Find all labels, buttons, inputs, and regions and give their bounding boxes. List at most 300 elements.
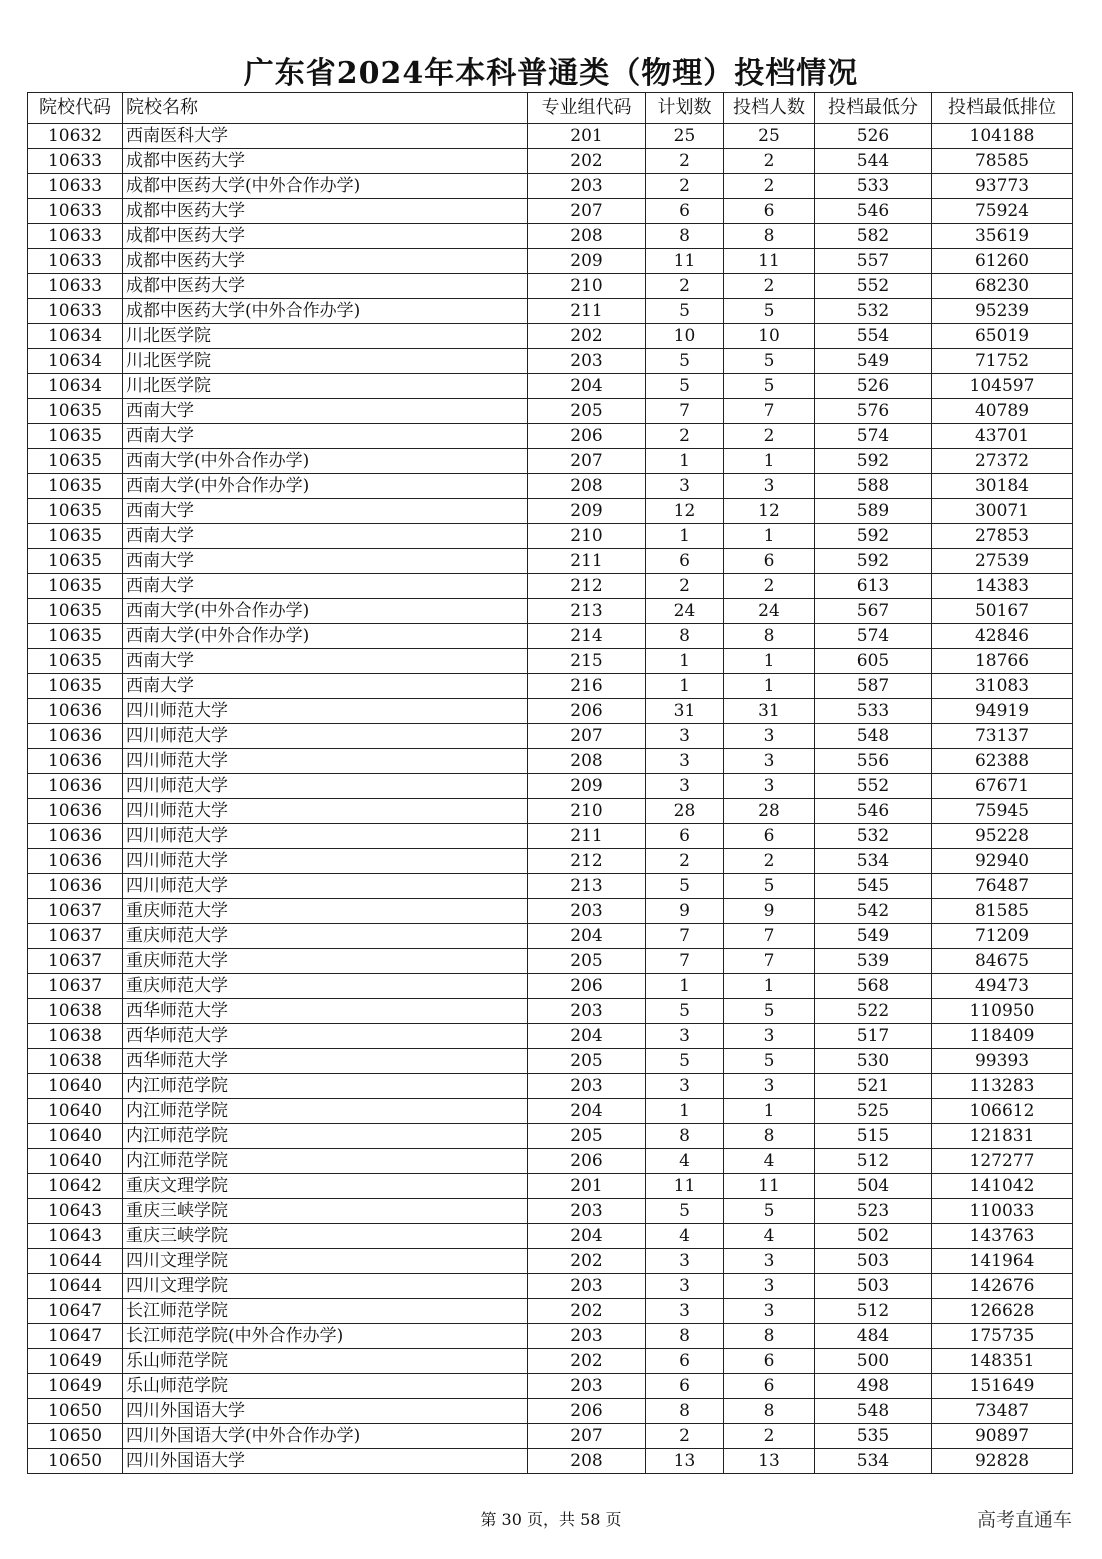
cell-plan-count: 2: [646, 849, 724, 874]
table-row: [28, 1424, 1073, 1449]
cell-admitted-count: 8: [724, 624, 815, 649]
cell-min-score: 549: [815, 924, 932, 949]
cell-group-code: 209: [528, 499, 646, 524]
cell-group-code: 203: [528, 1374, 646, 1399]
cell-min-rank: 75945: [932, 799, 1073, 824]
cell-group-code: 203: [528, 1199, 646, 1224]
cell-admitted-count: 1: [724, 974, 815, 999]
cell-group-code: 202: [528, 149, 646, 174]
cell-min-rank: 110950: [932, 999, 1073, 1024]
cell-group-code: 207: [528, 449, 646, 474]
cell-school-name: 四川师范大学: [123, 824, 528, 849]
cell-group-code: 201: [528, 124, 646, 149]
cell-admitted-count: 3: [724, 724, 815, 749]
cell-min-score: 522: [815, 999, 932, 1024]
table-row: [28, 699, 1073, 724]
cell-school-name: 成都中医药大学(中外合作办学): [123, 299, 528, 324]
cell-school-name: 四川师范大学: [123, 774, 528, 799]
cell-school-name: 重庆师范大学: [123, 949, 528, 974]
table-row: [28, 499, 1073, 524]
cell-min-rank: 141042: [932, 1174, 1073, 1199]
table-row: [28, 899, 1073, 924]
cell-min-rank: 93773: [932, 174, 1073, 199]
table-row: [28, 949, 1073, 974]
cell-school-name: 西南大学: [123, 549, 528, 574]
cell-school-code: 10637: [28, 924, 123, 949]
cell-group-code: 206: [528, 424, 646, 449]
cell-min-score: 512: [815, 1299, 932, 1324]
cell-min-rank: 14383: [932, 574, 1073, 599]
admission-table: [27, 92, 1073, 1474]
cell-min-rank: 81585: [932, 899, 1073, 924]
cell-school-name: 西华师范大学: [123, 999, 528, 1024]
cell-group-code: 203: [528, 999, 646, 1024]
cell-plan-count: 7: [646, 949, 724, 974]
cell-admitted-count: 1: [724, 674, 815, 699]
cell-min-score: 546: [815, 799, 932, 824]
cell-min-score: 532: [815, 824, 932, 849]
cell-plan-count: 2: [646, 424, 724, 449]
cell-min-rank: 67671: [932, 774, 1073, 799]
cell-min-score: 503: [815, 1274, 932, 1299]
cell-admitted-count: 7: [724, 949, 815, 974]
cell-school-code: 10650: [28, 1399, 123, 1424]
cell-min-rank: 73487: [932, 1399, 1073, 1424]
cell-min-rank: 61260: [932, 249, 1073, 274]
cell-min-rank: 68230: [932, 274, 1073, 299]
cell-school-code: 10650: [28, 1424, 123, 1449]
cell-group-code: 206: [528, 1149, 646, 1174]
cell-plan-count: 3: [646, 1299, 724, 1324]
cell-school-code: 10636: [28, 799, 123, 824]
cell-admitted-count: 8: [724, 1324, 815, 1349]
brand-label: 高考直通车: [976, 1509, 1072, 1531]
cell-school-code: 10642: [28, 1174, 123, 1199]
table-row: [28, 1274, 1073, 1299]
cell-admitted-count: 3: [724, 1299, 815, 1324]
column-header-min-score: 投档最低分: [815, 93, 932, 124]
cell-school-name: 内江师范学院: [123, 1074, 528, 1099]
cell-min-score: 534: [815, 849, 932, 874]
cell-min-rank: 104597: [932, 374, 1073, 399]
table-row: [28, 224, 1073, 249]
cell-min-rank: 75924: [932, 199, 1073, 224]
cell-group-code: 208: [528, 474, 646, 499]
table-row: [28, 599, 1073, 624]
table-row: [28, 574, 1073, 599]
cell-min-score: 512: [815, 1149, 932, 1174]
cell-admitted-count: 13: [724, 1449, 815, 1474]
cell-school-code: 10636: [28, 824, 123, 849]
cell-plan-count: 3: [646, 774, 724, 799]
cell-group-code: 205: [528, 1049, 646, 1074]
table-row: [28, 749, 1073, 774]
cell-min-score: 535: [815, 1424, 932, 1449]
cell-plan-count: 2: [646, 574, 724, 599]
cell-school-code: 10634: [28, 324, 123, 349]
cell-school-name: 重庆师范大学: [123, 924, 528, 949]
table-row: [28, 1349, 1073, 1374]
cell-min-score: 554: [815, 324, 932, 349]
cell-school-code: 10634: [28, 349, 123, 374]
column-header-min-rank: 投档最低排位: [932, 93, 1073, 124]
column-header-school-code: 院校代码: [28, 93, 123, 124]
cell-plan-count: 2: [646, 274, 724, 299]
cell-admitted-count: 2: [724, 849, 815, 874]
cell-school-name: 西华师范大学: [123, 1049, 528, 1074]
cell-school-name: 西南大学: [123, 574, 528, 599]
cell-min-rank: 106612: [932, 1099, 1073, 1124]
cell-admitted-count: 6: [724, 549, 815, 574]
cell-min-score: 515: [815, 1124, 932, 1149]
cell-plan-count: 3: [646, 1274, 724, 1299]
cell-min-score: 568: [815, 974, 932, 999]
cell-group-code: 212: [528, 849, 646, 874]
cell-group-code: 204: [528, 1024, 646, 1049]
cell-plan-count: 8: [646, 1399, 724, 1424]
cell-school-name: 成都中医药大学: [123, 249, 528, 274]
cell-admitted-count: 10: [724, 324, 815, 349]
table-row: [28, 524, 1073, 549]
cell-admitted-count: 3: [724, 1249, 815, 1274]
cell-school-name: 西南医科大学: [123, 124, 528, 149]
table-row: [28, 624, 1073, 649]
cell-school-code: 10635: [28, 474, 123, 499]
cell-school-code: 10635: [28, 574, 123, 599]
cell-group-code: 209: [528, 774, 646, 799]
cell-plan-count: 13: [646, 1449, 724, 1474]
cell-admitted-count: 28: [724, 799, 815, 824]
cell-plan-count: 4: [646, 1224, 724, 1249]
table-row: [28, 449, 1073, 474]
table-header-row: [28, 93, 1073, 124]
cell-school-code: 10636: [28, 749, 123, 774]
cell-admitted-count: 2: [724, 1424, 815, 1449]
cell-plan-count: 8: [646, 1324, 724, 1349]
column-header-group-code: 专业组代码: [528, 93, 646, 124]
cell-min-score: 525: [815, 1099, 932, 1124]
cell-school-name: 重庆师范大学: [123, 899, 528, 924]
table-row: [28, 1299, 1073, 1324]
cell-school-name: 重庆三峡学院: [123, 1224, 528, 1249]
cell-school-code: 10633: [28, 224, 123, 249]
cell-admitted-count: 3: [724, 749, 815, 774]
cell-min-rank: 175735: [932, 1324, 1073, 1349]
cell-group-code: 202: [528, 324, 646, 349]
cell-min-score: 556: [815, 749, 932, 774]
cell-admitted-count: 7: [724, 399, 815, 424]
cell-admitted-count: 4: [724, 1224, 815, 1249]
cell-school-code: 10644: [28, 1249, 123, 1274]
cell-admitted-count: 11: [724, 249, 815, 274]
cell-admitted-count: 5: [724, 349, 815, 374]
table-row: [28, 274, 1073, 299]
cell-group-code: 202: [528, 1249, 646, 1274]
cell-min-score: 574: [815, 424, 932, 449]
cell-min-score: 500: [815, 1349, 932, 1374]
table-row: [28, 249, 1073, 274]
cell-plan-count: 5: [646, 1199, 724, 1224]
cell-min-score: 517: [815, 1024, 932, 1049]
cell-admitted-count: 3: [724, 1024, 815, 1049]
cell-admitted-count: 9: [724, 899, 815, 924]
table-row: [28, 1249, 1073, 1274]
cell-admitted-count: 8: [724, 1124, 815, 1149]
table-row: [28, 924, 1073, 949]
cell-plan-count: 1: [646, 449, 724, 474]
cell-group-code: 201: [528, 1174, 646, 1199]
cell-min-score: 548: [815, 724, 932, 749]
cell-group-code: 205: [528, 399, 646, 424]
cell-school-name: 重庆文理学院: [123, 1174, 528, 1199]
cell-school-code: 10633: [28, 149, 123, 174]
table-row: [28, 874, 1073, 899]
cell-plan-count: 6: [646, 1374, 724, 1399]
cell-school-code: 10647: [28, 1299, 123, 1324]
cell-school-name: 西南大学(中外合作办学): [123, 474, 528, 499]
table-row: [28, 424, 1073, 449]
cell-plan-count: 6: [646, 1349, 724, 1374]
cell-plan-count: 10: [646, 324, 724, 349]
cell-plan-count: 5: [646, 374, 724, 399]
cell-group-code: 207: [528, 724, 646, 749]
cell-school-name: 内江师范学院: [123, 1149, 528, 1174]
cell-min-score: 592: [815, 449, 932, 474]
cell-admitted-count: 1: [724, 649, 815, 674]
cell-school-name: 四川师范大学: [123, 849, 528, 874]
cell-school-code: 10640: [28, 1099, 123, 1124]
cell-school-code: 10635: [28, 599, 123, 624]
cell-plan-count: 4: [646, 1149, 724, 1174]
cell-min-score: 557: [815, 249, 932, 274]
table-row: [28, 399, 1073, 424]
cell-min-score: 533: [815, 699, 932, 724]
table-row: [28, 774, 1073, 799]
cell-school-code: 10633: [28, 299, 123, 324]
table-row: [28, 1099, 1073, 1124]
cell-group-code: 207: [528, 1424, 646, 1449]
cell-school-code: 10636: [28, 699, 123, 724]
cell-school-code: 10636: [28, 874, 123, 899]
cell-admitted-count: 8: [724, 1399, 815, 1424]
cell-min-rank: 110033: [932, 1199, 1073, 1224]
cell-school-code: 10636: [28, 774, 123, 799]
cell-admitted-count: 5: [724, 874, 815, 899]
cell-min-rank: 127277: [932, 1149, 1073, 1174]
cell-school-code: 10643: [28, 1224, 123, 1249]
table-row: [28, 824, 1073, 849]
cell-admitted-count: 5: [724, 1049, 815, 1074]
table-row: [28, 1224, 1073, 1249]
cell-admitted-count: 2: [724, 149, 815, 174]
cell-group-code: 204: [528, 1099, 646, 1124]
cell-school-code: 10643: [28, 1199, 123, 1224]
cell-admitted-count: 3: [724, 474, 815, 499]
cell-min-score: 498: [815, 1374, 932, 1399]
column-header-school-name: 院校名称: [123, 93, 528, 124]
cell-plan-count: 8: [646, 624, 724, 649]
cell-school-code: 10635: [28, 674, 123, 699]
cell-min-score: 484: [815, 1324, 932, 1349]
cell-school-name: 内江师范学院: [123, 1124, 528, 1149]
table-row: [28, 349, 1073, 374]
cell-min-score: 548: [815, 1399, 932, 1424]
table-row: [28, 299, 1073, 324]
cell-min-score: 592: [815, 549, 932, 574]
cell-school-name: 川北医学院: [123, 374, 528, 399]
cell-min-rank: 73137: [932, 724, 1073, 749]
cell-group-code: 203: [528, 899, 646, 924]
cell-min-score: 530: [815, 1049, 932, 1074]
cell-admitted-count: 2: [724, 574, 815, 599]
cell-min-score: 521: [815, 1074, 932, 1099]
cell-admitted-count: 24: [724, 599, 815, 624]
cell-school-code: 10635: [28, 499, 123, 524]
cell-school-name: 西华师范大学: [123, 1024, 528, 1049]
cell-school-name: 四川师范大学: [123, 874, 528, 899]
cell-min-rank: 30184: [932, 474, 1073, 499]
cell-admitted-count: 1: [724, 449, 815, 474]
cell-plan-count: 9: [646, 899, 724, 924]
cell-admitted-count: 2: [724, 424, 815, 449]
cell-plan-count: 3: [646, 1024, 724, 1049]
cell-min-score: 567: [815, 599, 932, 624]
table-row: [28, 149, 1073, 174]
cell-school-code: 10635: [28, 424, 123, 449]
cell-school-name: 内江师范学院: [123, 1099, 528, 1124]
cell-group-code: 206: [528, 1399, 646, 1424]
cell-school-name: 成都中医药大学: [123, 274, 528, 299]
cell-school-name: 乐山师范学院: [123, 1349, 528, 1374]
cell-min-rank: 30071: [932, 499, 1073, 524]
cell-plan-count: 12: [646, 499, 724, 524]
cell-plan-count: 11: [646, 1174, 724, 1199]
cell-group-code: 204: [528, 924, 646, 949]
cell-school-name: 四川师范大学: [123, 799, 528, 824]
cell-min-rank: 95228: [932, 824, 1073, 849]
cell-group-code: 210: [528, 274, 646, 299]
cell-min-rank: 76487: [932, 874, 1073, 899]
cell-min-rank: 90897: [932, 1424, 1073, 1449]
cell-min-score: 589: [815, 499, 932, 524]
cell-admitted-count: 5: [724, 1199, 815, 1224]
cell-min-score: 549: [815, 349, 932, 374]
cell-school-code: 10640: [28, 1074, 123, 1099]
cell-group-code: 210: [528, 799, 646, 824]
table-row: [28, 1324, 1073, 1349]
cell-school-code: 10640: [28, 1149, 123, 1174]
cell-min-rank: 113283: [932, 1074, 1073, 1099]
cell-school-name: 重庆三峡学院: [123, 1199, 528, 1224]
cell-group-code: 208: [528, 224, 646, 249]
table-row: [28, 1199, 1073, 1224]
cell-plan-count: 6: [646, 824, 724, 849]
cell-plan-count: 8: [646, 1124, 724, 1149]
table-row: [28, 1174, 1073, 1199]
cell-school-code: 10635: [28, 449, 123, 474]
cell-school-code: 10640: [28, 1124, 123, 1149]
cell-school-name: 四川文理学院: [123, 1274, 528, 1299]
table-row: [28, 1449, 1073, 1474]
cell-group-code: 208: [528, 749, 646, 774]
cell-min-rank: 27853: [932, 524, 1073, 549]
cell-group-code: 203: [528, 349, 646, 374]
cell-school-name: 成都中医药大学: [123, 149, 528, 174]
cell-school-name: 四川外国语大学: [123, 1449, 528, 1474]
cell-admitted-count: 6: [724, 824, 815, 849]
cell-min-rank: 71209: [932, 924, 1073, 949]
table-row: [28, 474, 1073, 499]
cell-admitted-count: 1: [724, 524, 815, 549]
cell-plan-count: 3: [646, 724, 724, 749]
cell-min-rank: 84675: [932, 949, 1073, 974]
table-row: [28, 1149, 1073, 1174]
cell-admitted-count: 3: [724, 1074, 815, 1099]
cell-min-score: 539: [815, 949, 932, 974]
cell-min-score: 552: [815, 774, 932, 799]
cell-admitted-count: 6: [724, 1349, 815, 1374]
cell-min-rank: 126628: [932, 1299, 1073, 1324]
cell-min-score: 582: [815, 224, 932, 249]
cell-min-rank: 40789: [932, 399, 1073, 424]
cell-plan-count: 5: [646, 1049, 724, 1074]
table-row: [28, 1024, 1073, 1049]
cell-plan-count: 5: [646, 874, 724, 899]
cell-school-name: 成都中医药大学(中外合作办学): [123, 174, 528, 199]
cell-school-name: 四川外国语大学: [123, 1399, 528, 1424]
cell-admitted-count: 5: [724, 999, 815, 1024]
table-row: [28, 799, 1073, 824]
cell-plan-count: 1: [646, 974, 724, 999]
cell-min-score: 526: [815, 374, 932, 399]
cell-min-score: 587: [815, 674, 932, 699]
cell-school-code: 10635: [28, 624, 123, 649]
cell-min-rank: 95239: [932, 299, 1073, 324]
cell-group-code: 213: [528, 874, 646, 899]
cell-plan-count: 5: [646, 299, 724, 324]
cell-admitted-count: 4: [724, 1149, 815, 1174]
cell-school-code: 10650: [28, 1449, 123, 1474]
cell-group-code: 203: [528, 1324, 646, 1349]
cell-min-rank: 78585: [932, 149, 1073, 174]
cell-plan-count: 5: [646, 349, 724, 374]
cell-plan-count: 1: [646, 649, 724, 674]
cell-school-code: 10633: [28, 199, 123, 224]
cell-group-code: 206: [528, 699, 646, 724]
cell-plan-count: 3: [646, 749, 724, 774]
table-row: [28, 849, 1073, 874]
cell-group-code: 214: [528, 624, 646, 649]
cell-group-code: 207: [528, 199, 646, 224]
cell-min-rank: 143763: [932, 1224, 1073, 1249]
table-row: [28, 649, 1073, 674]
cell-school-code: 10635: [28, 524, 123, 549]
cell-plan-count: 1: [646, 1099, 724, 1124]
table-row: [28, 1049, 1073, 1074]
cell-group-code: 202: [528, 1299, 646, 1324]
cell-min-rank: 35619: [932, 224, 1073, 249]
cell-min-rank: 94919: [932, 699, 1073, 724]
cell-school-code: 10635: [28, 549, 123, 574]
cell-plan-count: 2: [646, 149, 724, 174]
table-row: [28, 374, 1073, 399]
table-row: [28, 1074, 1073, 1099]
cell-plan-count: 5: [646, 999, 724, 1024]
cell-plan-count: 1: [646, 674, 724, 699]
cell-admitted-count: 3: [724, 774, 815, 799]
cell-admitted-count: 8: [724, 224, 815, 249]
cell-school-name: 成都中医药大学: [123, 199, 528, 224]
